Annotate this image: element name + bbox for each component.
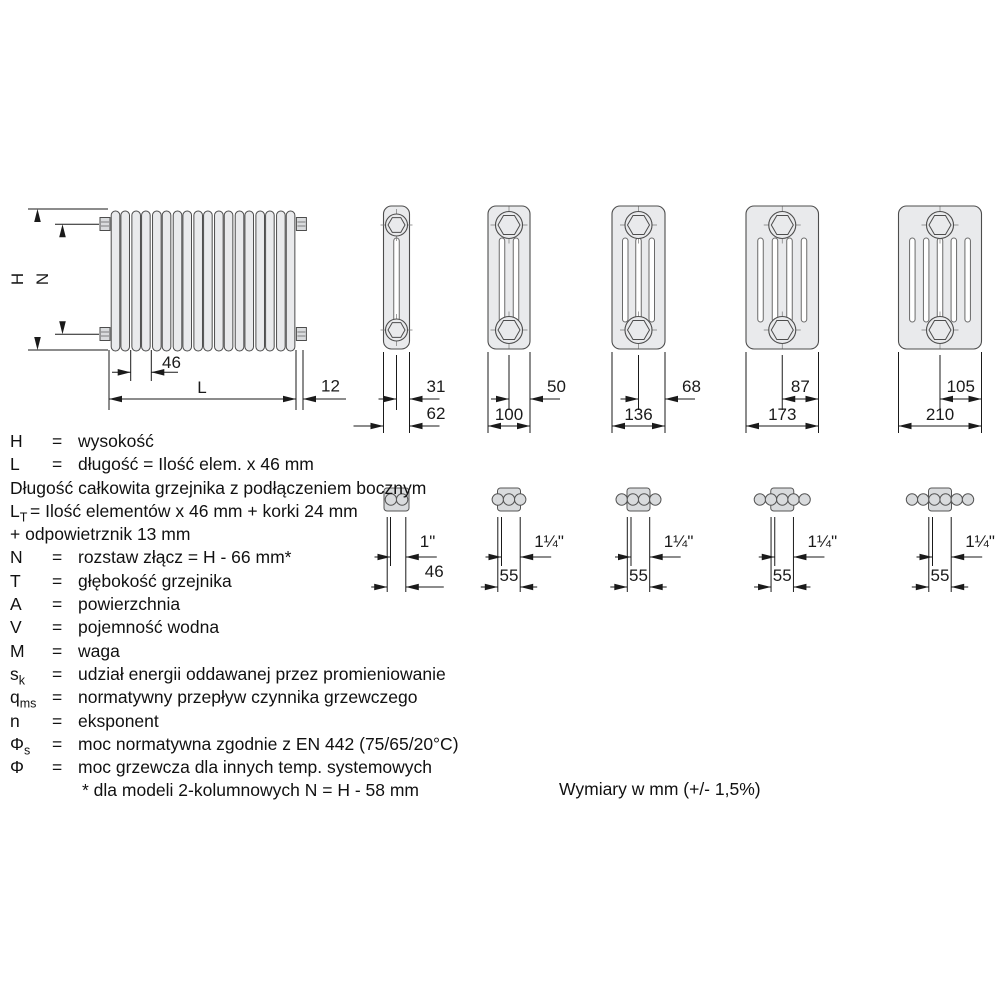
- legend-definition: wysokość: [78, 431, 154, 451]
- dimension-arrow: [782, 396, 795, 403]
- dimension-label: 55: [772, 566, 792, 585]
- radiator-tube: [245, 211, 254, 351]
- legend-definition: normatywny przepływ czynnika grzewczego: [78, 687, 418, 708]
- legend-symbol-subscript: T: [19, 510, 28, 525]
- legend-symbol-subscript: k: [18, 673, 25, 688]
- legend-symbol-main: L: [10, 454, 20, 475]
- tube-circle: [940, 494, 951, 505]
- dimension-arrow: [758, 584, 771, 591]
- legend-row: [0, 430, 580, 453]
- top-view-4-tube: [610, 488, 693, 592]
- legend-equals: =: [52, 454, 63, 475]
- dimension-arrow: [384, 396, 397, 403]
- tube-circle: [754, 494, 765, 505]
- legend-row: [0, 593, 580, 616]
- legend-row: [0, 756, 580, 779]
- dimension-arrow: [626, 396, 639, 403]
- legend-symbol: [10, 430, 23, 453]
- legend-definition: waga: [78, 640, 120, 661]
- air-slot: [623, 238, 629, 322]
- dimension-label: 55: [499, 566, 519, 585]
- dimension-arrow: [650, 584, 663, 591]
- legend-equals: =: [52, 617, 63, 638]
- legend-symbol: [10, 570, 21, 593]
- legend-symbol-main: n: [10, 710, 20, 731]
- radiator-tube: [256, 211, 265, 351]
- air-slot: [758, 238, 764, 322]
- dimension-label: 136: [624, 405, 653, 424]
- connection-nipple: [100, 218, 110, 231]
- dimension-arrow: [118, 369, 131, 376]
- air-slot: [513, 238, 519, 322]
- tube-circle: [918, 494, 929, 505]
- dimension-arrow: [410, 423, 423, 430]
- legend-row: [0, 570, 580, 593]
- dimension-arrow: [612, 423, 625, 430]
- tube-circle: [951, 494, 962, 505]
- dimension-label: 68: [682, 377, 701, 396]
- legend-symbol-subscript: ms: [19, 696, 37, 711]
- radiator-tube: [173, 211, 182, 351]
- dimension-label: 100: [494, 405, 524, 424]
- side-view-4-column: [612, 206, 701, 433]
- legend-definition: pojemność wodna: [78, 617, 220, 638]
- dimension-label: L: [197, 378, 207, 397]
- dimension-label: 62: [426, 404, 446, 423]
- side-view-5-column: [746, 206, 819, 433]
- legend-row: [0, 710, 580, 733]
- radiator-tube: [162, 211, 171, 351]
- legend-symbol-main: Φ: [10, 757, 24, 778]
- air-slot: [772, 238, 778, 322]
- tube-circle: [799, 494, 810, 505]
- dimension-label: 46: [424, 562, 444, 581]
- dimension-label: 173: [768, 405, 797, 424]
- legend-row: [0, 663, 580, 686]
- air-slot: [787, 238, 793, 322]
- dimension-arrow: [59, 224, 66, 237]
- legend-definition: rozstaw złącz = H - 66 mm*: [78, 547, 292, 568]
- legend-symbol: [10, 756, 24, 779]
- tube-circle: [616, 494, 627, 505]
- dimension-arrow: [371, 423, 384, 430]
- legend-line: Długość całkowita grzejnika z podłączeniem bocznym: [10, 477, 427, 498]
- side-view-6-column: [899, 206, 982, 433]
- dimension-arrow: [746, 423, 759, 430]
- legend-definition: = Ilość elementów x 46 mm + korki 24 mm: [30, 500, 358, 521]
- legend-symbol-main: Φ: [10, 733, 24, 754]
- radiator-tube: [266, 211, 275, 351]
- dimension-arrow: [920, 554, 933, 561]
- dimension-label: 105: [946, 377, 975, 396]
- legend-symbol-main: H: [10, 431, 23, 451]
- legend-row: [0, 640, 580, 663]
- dimension-arrow: [969, 396, 982, 403]
- dimension-label: 1¼": [965, 532, 995, 551]
- legend-definition: długość = Ilość elem. x 46 mm: [78, 454, 314, 475]
- radiator-tube: [235, 211, 244, 351]
- legend-definition: moc normatywna zgodnie z EN 442 (75/65/20°C): [78, 733, 459, 754]
- dimension-label: 55: [629, 566, 648, 585]
- dimension-arrow: [618, 554, 631, 561]
- legend-row: [0, 500, 580, 523]
- dimension-arrow: [806, 423, 819, 430]
- air-slot: [394, 238, 400, 322]
- dimension-arrow: [34, 209, 41, 222]
- radiator-tube: [183, 211, 192, 351]
- legend-row: [0, 686, 580, 709]
- legend-symbol-main: s: [10, 663, 19, 684]
- legend-definition: eksponent: [78, 710, 159, 731]
- dimension-arrow: [303, 396, 316, 403]
- dimension-arrow: [59, 321, 66, 334]
- dimension-arrow: [951, 554, 964, 561]
- legend-definition: moc grzewcza dla innych temp. systemowych: [78, 757, 433, 778]
- legend-symbol: [10, 640, 25, 663]
- dimension-arrow: [951, 584, 964, 591]
- tube-circle: [788, 494, 799, 505]
- legend-equals: =: [52, 640, 63, 661]
- dimension-arrow: [806, 396, 819, 403]
- dimension-label: N: [33, 272, 52, 286]
- dimension-arrow: [34, 337, 41, 350]
- legend-equals: =: [52, 733, 63, 754]
- air-slot: [801, 238, 807, 322]
- tube-circle: [650, 494, 661, 505]
- dimension-arrow: [899, 423, 912, 430]
- dimension-arrow: [496, 396, 509, 403]
- legend-definition: udział energii oddawanej przez promieniowanie: [78, 663, 446, 684]
- dimension-label: 31: [426, 377, 446, 396]
- dimension-label: H: [8, 272, 27, 286]
- legend-row: [0, 779, 580, 802]
- dimensions-note: Wymiary w mm (+/- 1,5%): [559, 779, 761, 799]
- radiator-tube: [224, 211, 233, 351]
- legend-definition: powierzchnia: [78, 594, 181, 615]
- legend-equals: =: [52, 710, 63, 731]
- radiator-tube: [194, 211, 203, 351]
- air-slot: [951, 238, 957, 322]
- air-slot: [649, 238, 655, 322]
- top-view-6-tube: [906, 488, 995, 592]
- legend-row: [0, 453, 580, 476]
- radiator-tube: [153, 211, 162, 351]
- radiator-tube: [111, 211, 120, 351]
- legend-symbol-main: V: [10, 617, 22, 638]
- dimension-arrow: [650, 554, 663, 561]
- tube-circle: [777, 494, 788, 505]
- dimension-label: 1¼": [663, 532, 694, 551]
- legend-symbol: [10, 546, 23, 569]
- legend-line: + odpowietrznik 13 mm: [10, 524, 191, 545]
- tube-circle: [765, 494, 776, 505]
- tube-circle: [638, 494, 649, 505]
- legend-symbol: [10, 710, 20, 733]
- legend-row: [0, 477, 580, 500]
- air-slot: [923, 238, 929, 322]
- tube-circle: [929, 494, 940, 505]
- air-slot: [965, 238, 971, 322]
- dimension-arrow: [109, 396, 122, 403]
- connection-nipple: [296, 218, 306, 231]
- legend-symbol-main: q: [10, 687, 20, 708]
- dimension-arrow: [969, 423, 982, 430]
- legend-symbol-main: M: [10, 640, 25, 661]
- legend-equals: =: [52, 757, 63, 778]
- dimension-arrow: [283, 396, 296, 403]
- legend-symbol: [10, 593, 22, 616]
- legend-symbol-main: N: [10, 547, 23, 568]
- front-view-drawing: [8, 209, 346, 410]
- legend-equals: =: [52, 687, 63, 708]
- dimension-arrow: [916, 584, 929, 591]
- legend-symbol-main: L: [10, 500, 20, 521]
- radiator-tube: [142, 211, 151, 351]
- dimension-label: 1¼": [534, 532, 564, 551]
- legend-symbol-subscript: s: [23, 743, 31, 758]
- air-slot: [636, 238, 642, 322]
- radiator-tube: [132, 211, 141, 351]
- dimension-arrow: [793, 554, 806, 561]
- radiator-tube: [277, 211, 286, 351]
- legend-equals: =: [52, 570, 63, 591]
- radiator-tube: [286, 211, 295, 351]
- dimension-label: 1¼": [807, 532, 838, 551]
- dimension-label: 55: [930, 566, 950, 585]
- dimension-label: 1": [419, 532, 436, 551]
- legend-definition: głębokość grzejnika: [78, 570, 232, 591]
- top-view-5-tube: [754, 488, 837, 592]
- legend-symbol-main: A: [10, 594, 22, 615]
- air-slot: [499, 238, 505, 322]
- legend-row: [0, 523, 580, 546]
- dimension-label: 46: [162, 353, 181, 372]
- air-slot: [937, 238, 943, 322]
- dimension-arrow: [614, 584, 627, 591]
- dimension-arrow: [665, 396, 678, 403]
- legend-row: [0, 733, 580, 756]
- air-slot: [910, 238, 916, 322]
- tube-circle: [906, 494, 917, 505]
- tube-circle: [627, 494, 638, 505]
- legend-symbol-main: T: [10, 570, 21, 591]
- dimension-label: 50: [547, 377, 566, 396]
- dimension-arrow: [793, 584, 806, 591]
- dimension-label: 87: [790, 377, 810, 396]
- dimension-label: 12: [321, 376, 340, 396]
- dimension-arrow: [652, 423, 665, 430]
- legend: [0, 430, 580, 803]
- dimension-arrow: [940, 396, 953, 403]
- legend-equals: =: [52, 547, 63, 568]
- dimension-arrow: [410, 396, 423, 403]
- legend-symbol: [10, 616, 22, 639]
- dimension-arrow: [762, 554, 775, 561]
- radiator-tube: [215, 211, 224, 351]
- radiator-tube: [121, 211, 130, 351]
- connection-nipple: [296, 328, 306, 341]
- connection-nipple: [100, 328, 110, 341]
- legend-row: [0, 546, 580, 569]
- radiator-tube: [204, 211, 213, 351]
- tube-circle: [962, 494, 973, 505]
- legend-equals: =: [52, 431, 63, 451]
- legend-equals: =: [52, 663, 63, 684]
- legend-symbol: [10, 453, 20, 476]
- legend-row: [0, 616, 580, 639]
- legend-equals: =: [52, 594, 63, 615]
- side-view-3-column: [488, 206, 566, 433]
- legend-footnote: * dla modeli 2-kolumnowych N = H - 58 mm: [82, 780, 419, 801]
- dimension-label: 210: [925, 405, 955, 424]
- side-view-2-column: [354, 206, 446, 433]
- dimension-arrow: [530, 396, 543, 403]
